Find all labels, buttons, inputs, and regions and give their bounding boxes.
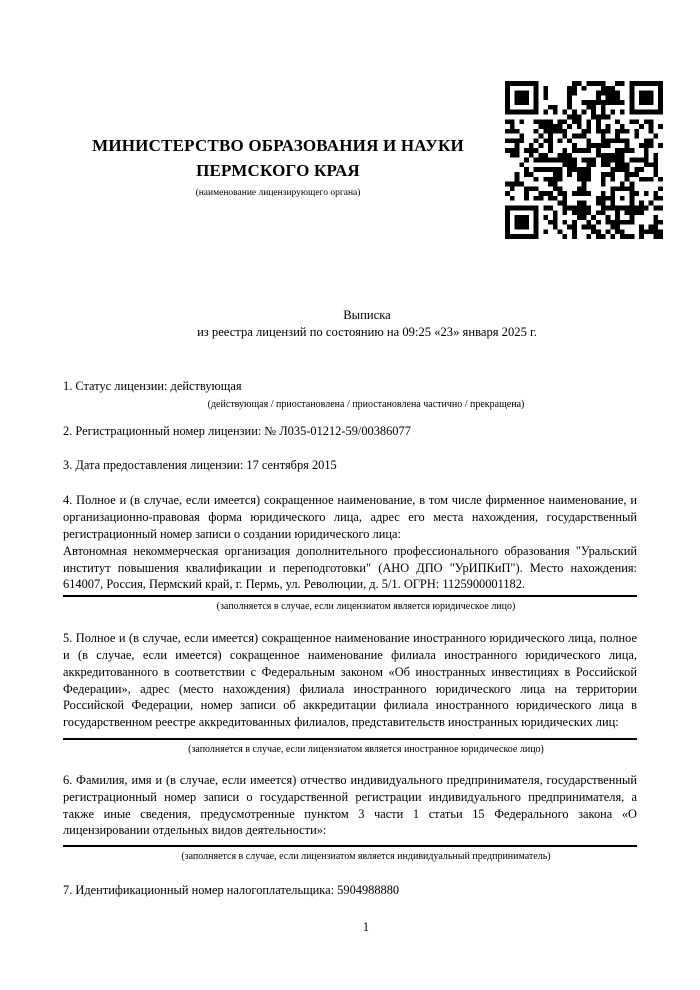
item-2-registration-number: 2. Регистрационный номер лицензии: № Л035-01212-59/00386077 [63, 423, 411, 438]
licensing-authority-header [63, 133, 493, 199]
item-7-taxpayer-number: 7. Идентификационный номер налогоплательщика: 5904988880 [63, 883, 400, 898]
item-5-statement: 5. Полное и (в случае, если имеется) сокращенное наименование иностранного юридического лица, полное и (в случае, если имеется) сокращенное наименование филиала иностранного юридического лица, аккредитованного в соответствии с Федеральным законом «Об иностранных инвестициях в Российской Федерации», адрес (место нахождения) филиала иностранного юридического лица на территории Российской Федерации, номер записи об аккредитации филиала иностранного юридического лица в государственном реестре аккредитованных филиалов, представительств иностранных юридических лиц: [63, 631, 637, 730]
item-6-caption: (заполняется в случае, если лицензиатом является индивидуальный предприниматель) [181, 851, 551, 863]
item-3-grant-date: 3. Дата предоставления лицензии: 17 сентября 2015 [63, 457, 337, 472]
item-4-value: Автономная некоммерческая организация дополнительного профессионального образования "Уральский институт повышения квалификации и переподготовки" (АНО ДПО "УрИПКиП"). Место нахождения: 614007, Россия, Пермский край, г. Пермь, ул. Революции, д. 5/1. ОГРН: 1125900001182. [63, 543, 637, 592]
item-5-caption: (заполняется в случае, если лицензиатом является иностранное юридическое лицо) [188, 743, 544, 755]
item-6-individual-entrepreneur [63, 772, 637, 863]
item-5-fill-line [63, 738, 637, 740]
ministry-name-line2: ПЕРМСКОГО КРАЯ [196, 161, 360, 180]
qr-code-image [505, 81, 663, 239]
authority-name-caption: (наименование лицензирующего органа) [195, 188, 361, 198]
item-4-fill-line [63, 595, 637, 597]
document-title-line1: Выписка [343, 308, 391, 322]
item-4-caption: (заполняется в случае, если лицензиатом является юридическое лицо) [216, 601, 516, 613]
item-6-fill-line [63, 845, 637, 847]
item-1-license-status: 1. Статус лицензии: действующая [63, 379, 242, 393]
page-number: 1 [362, 919, 370, 934]
item-4-statement: 4. Полное и (в случае, если имеется) сокращенное наименование, в том числе фирменное наименование, и организационно-правовая форма юридического лица, адрес его места нахождения, государственный регистрационный номер записи о создании юридического лица: [63, 493, 637, 541]
document-title [63, 307, 637, 340]
document-title-line2: из реестра лицензий по состоянию на 09:25 «23» января 2025 г. [197, 324, 537, 339]
item-5-foreign-entity [63, 630, 637, 756]
item-4-legal-entity [63, 492, 637, 613]
item-1-caption: (действующая / приостановлена / приостановлена частично / прекращена) [207, 398, 525, 410]
item-6-statement: 6. Фамилия, имя и (в случае, если имеется) отчество индивидуального предпринимателя, государственный регистрационный номер записи о государственной регистрации индивидуального предпринимателя, а также иные сведения, предусмотренные пунктом 3 части 1 статьи 15 Федерального закона «О лицензировании отдельных видов деятельности»: [63, 772, 637, 838]
ministry-name-line1: МИНИСТЕРСТВО ОБРАЗОВАНИЯ И НАУКИ [92, 136, 464, 155]
